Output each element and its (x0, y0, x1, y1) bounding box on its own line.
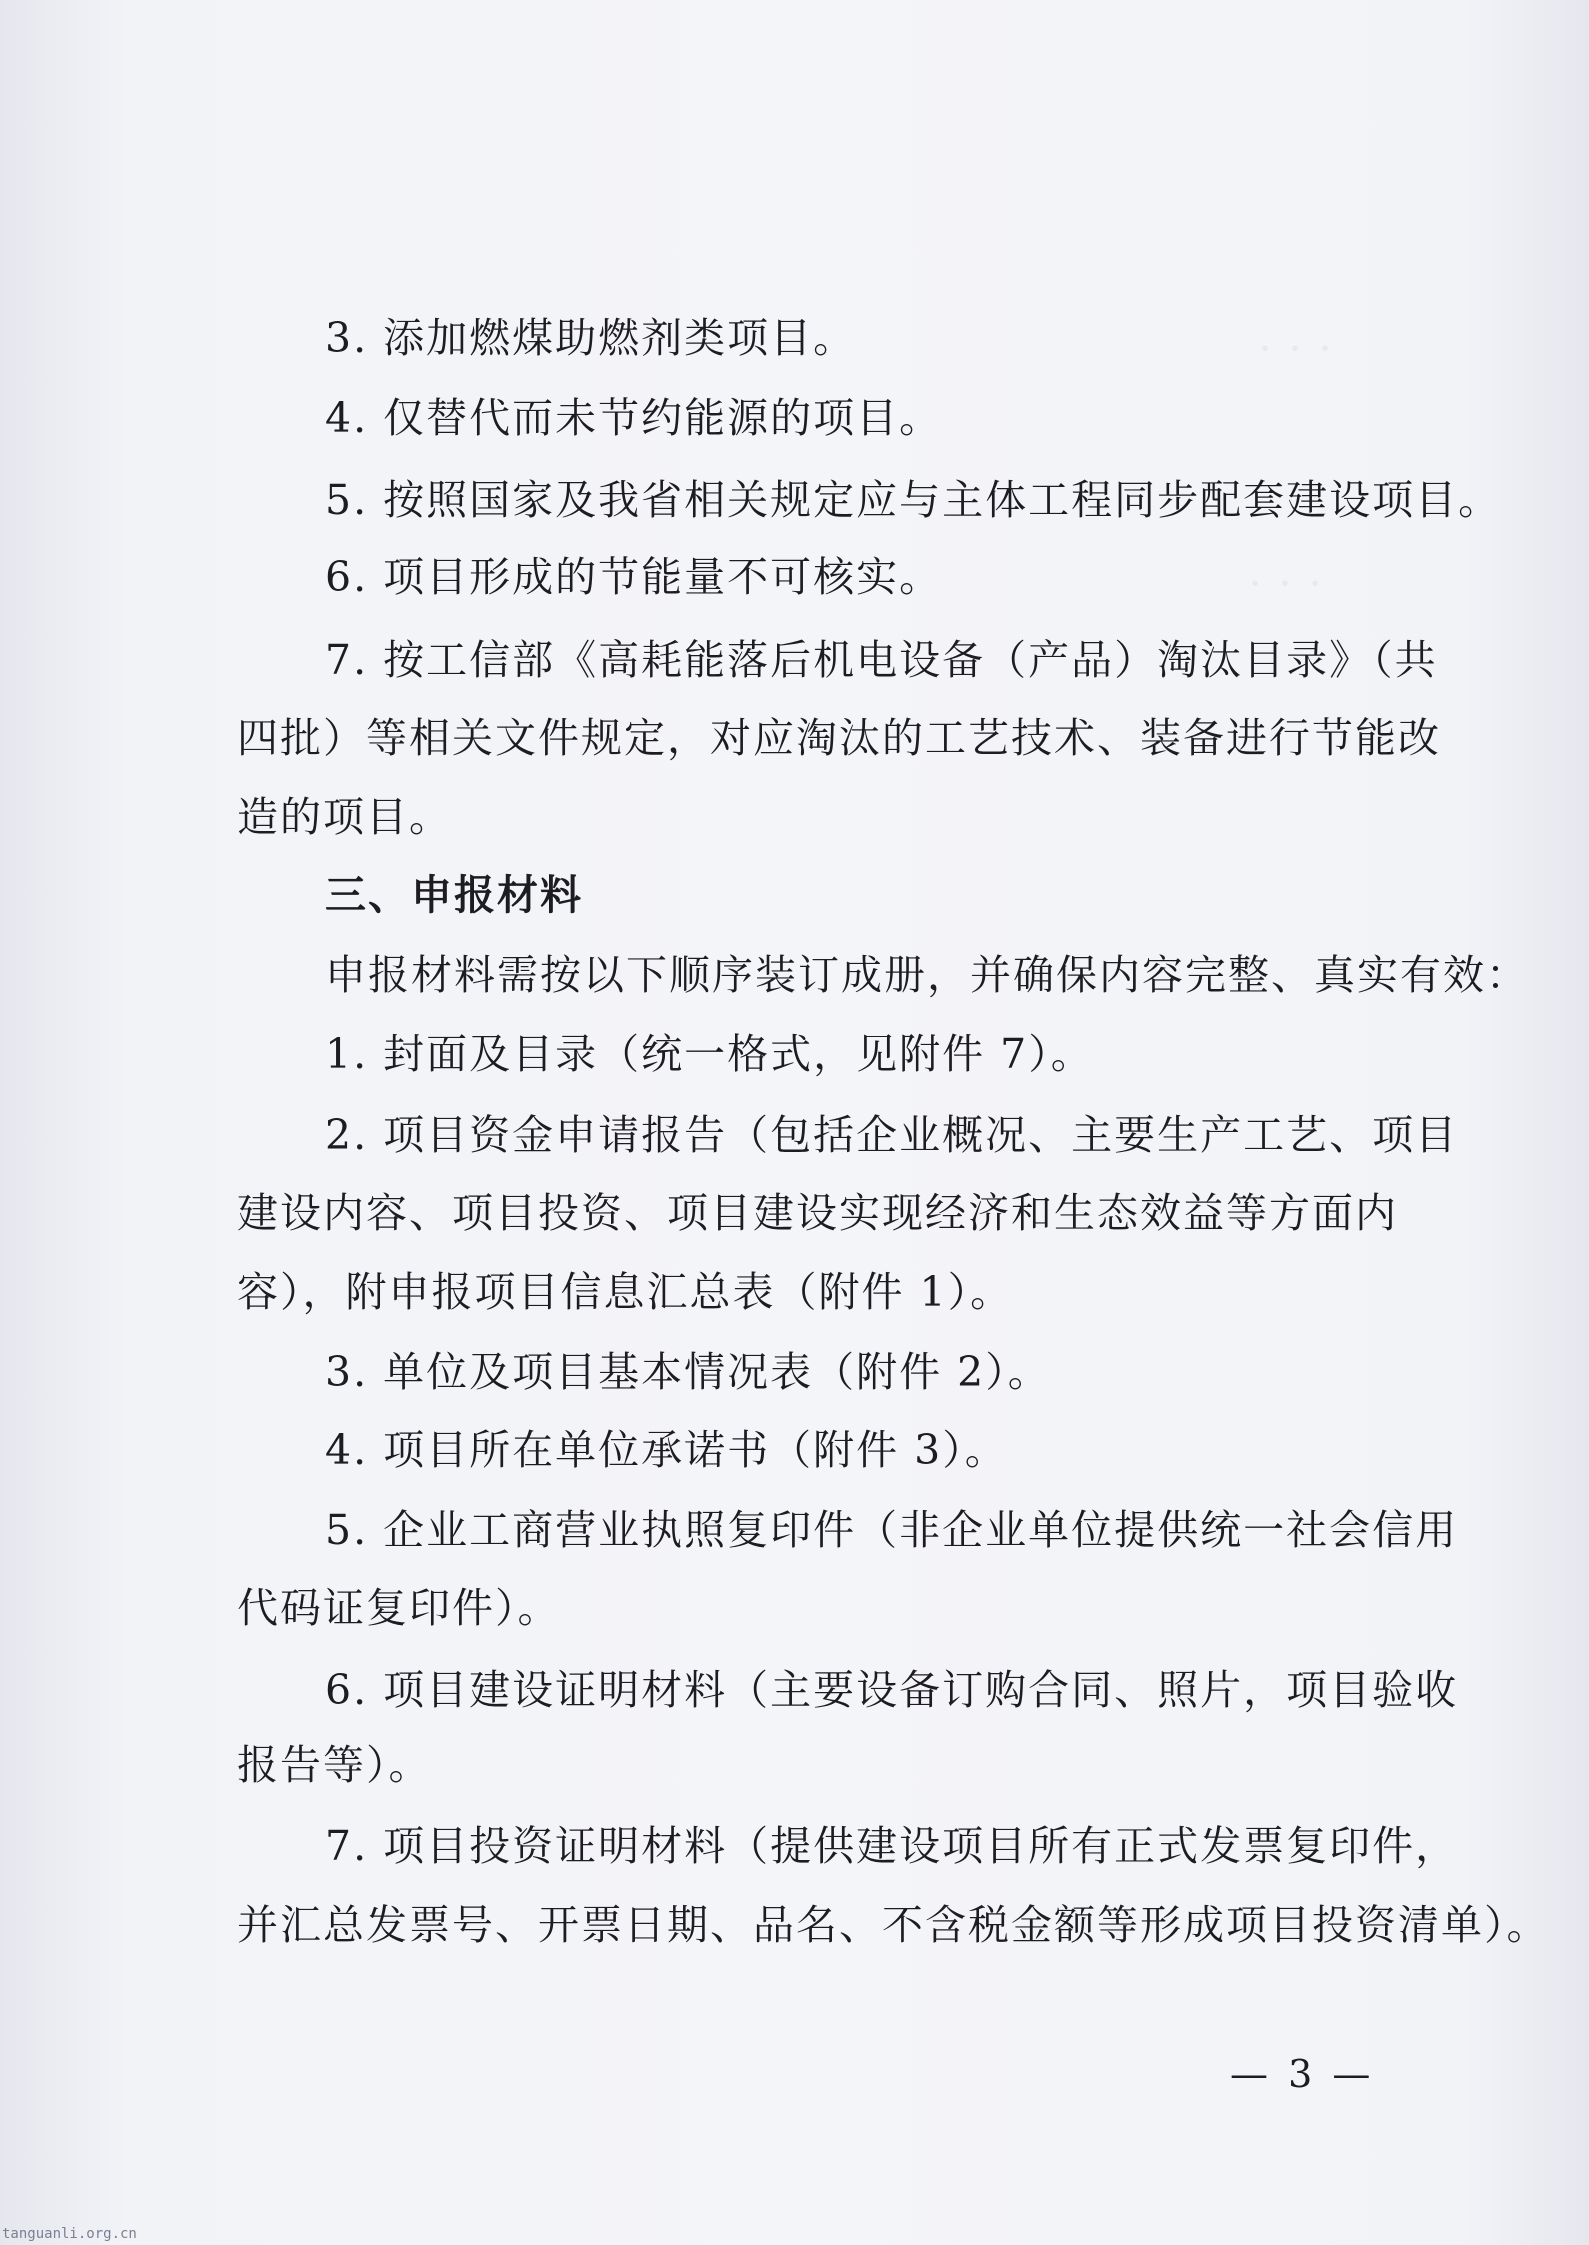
text-line-3: 5. 按照国家及我省相关规定应与主体工程同步配套建设项目。 (325, 476, 1502, 524)
page-number: — 3 — (1230, 2052, 1375, 2096)
text-line-19: 报告等）。 (237, 1741, 432, 1789)
section-heading: 三、申报材料 (325, 871, 583, 919)
text-line-15: 4. 项目所在单位承诺书（附件 3）。 (325, 1426, 1008, 1474)
text-line-12: 建设内容、项目投资、项目建设实现经济和生态效益等方面内 (237, 1189, 1398, 1237)
text-line-14: 3. 单位及项目基本情况表（附件 2）。 (325, 1348, 1051, 1396)
bleed-through-text (1250, 325, 1340, 369)
text-line-2: 4. 仅替代而未节约能源的项目。 (325, 394, 943, 442)
text-line-21: 并汇总发票号、开票日期、品名、不含税金额等形成项目投资清单）。 (237, 1901, 1550, 1949)
bleed-through-text (1240, 560, 1330, 604)
text-line-4: 6. 项目形成的节能量不可核实。 (325, 553, 943, 601)
text-line-20: 7. 项目投资证明材料（提供建设项目所有正式发票复印件， (325, 1822, 1459, 1870)
text-line-9: 申报材料需按以下顺序装订成册，并确保内容完整、真实有效： (325, 951, 1529, 999)
text-line-18: 6. 项目建设证明材料（主要设备订购合同、照片，项目验收 (325, 1666, 1459, 1714)
text-line-1: 3. 添加燃煤助燃剂类项目。 (325, 314, 857, 362)
text-line-13: 容），附申报项目信息汇总表（附件 1）。 (237, 1268, 1014, 1316)
text-line-5: 7. 按工信部《高耗能落后机电设备（产品）淘汰目录》（共 (325, 636, 1438, 684)
text-line-11: 2. 项目资金申请报告（包括企业概况、主要生产工艺、项目 (325, 1111, 1459, 1159)
text-line-7: 造的项目。 (237, 793, 452, 841)
text-line-10: 1. 封面及目录（统一格式，见附件 7）。 (325, 1030, 1094, 1078)
text-line-16: 5. 企业工商营业执照复印件（非企业单位提供统一社会信用 (325, 1506, 1459, 1554)
text-line-6: 四批）等相关文件规定，对应淘汰的工艺技术、装备进行节能改 (237, 714, 1441, 762)
source-watermark: tanguanli.org.cn (2, 2226, 137, 2242)
text-line-17: 代码证复印件）。 (237, 1584, 561, 1632)
